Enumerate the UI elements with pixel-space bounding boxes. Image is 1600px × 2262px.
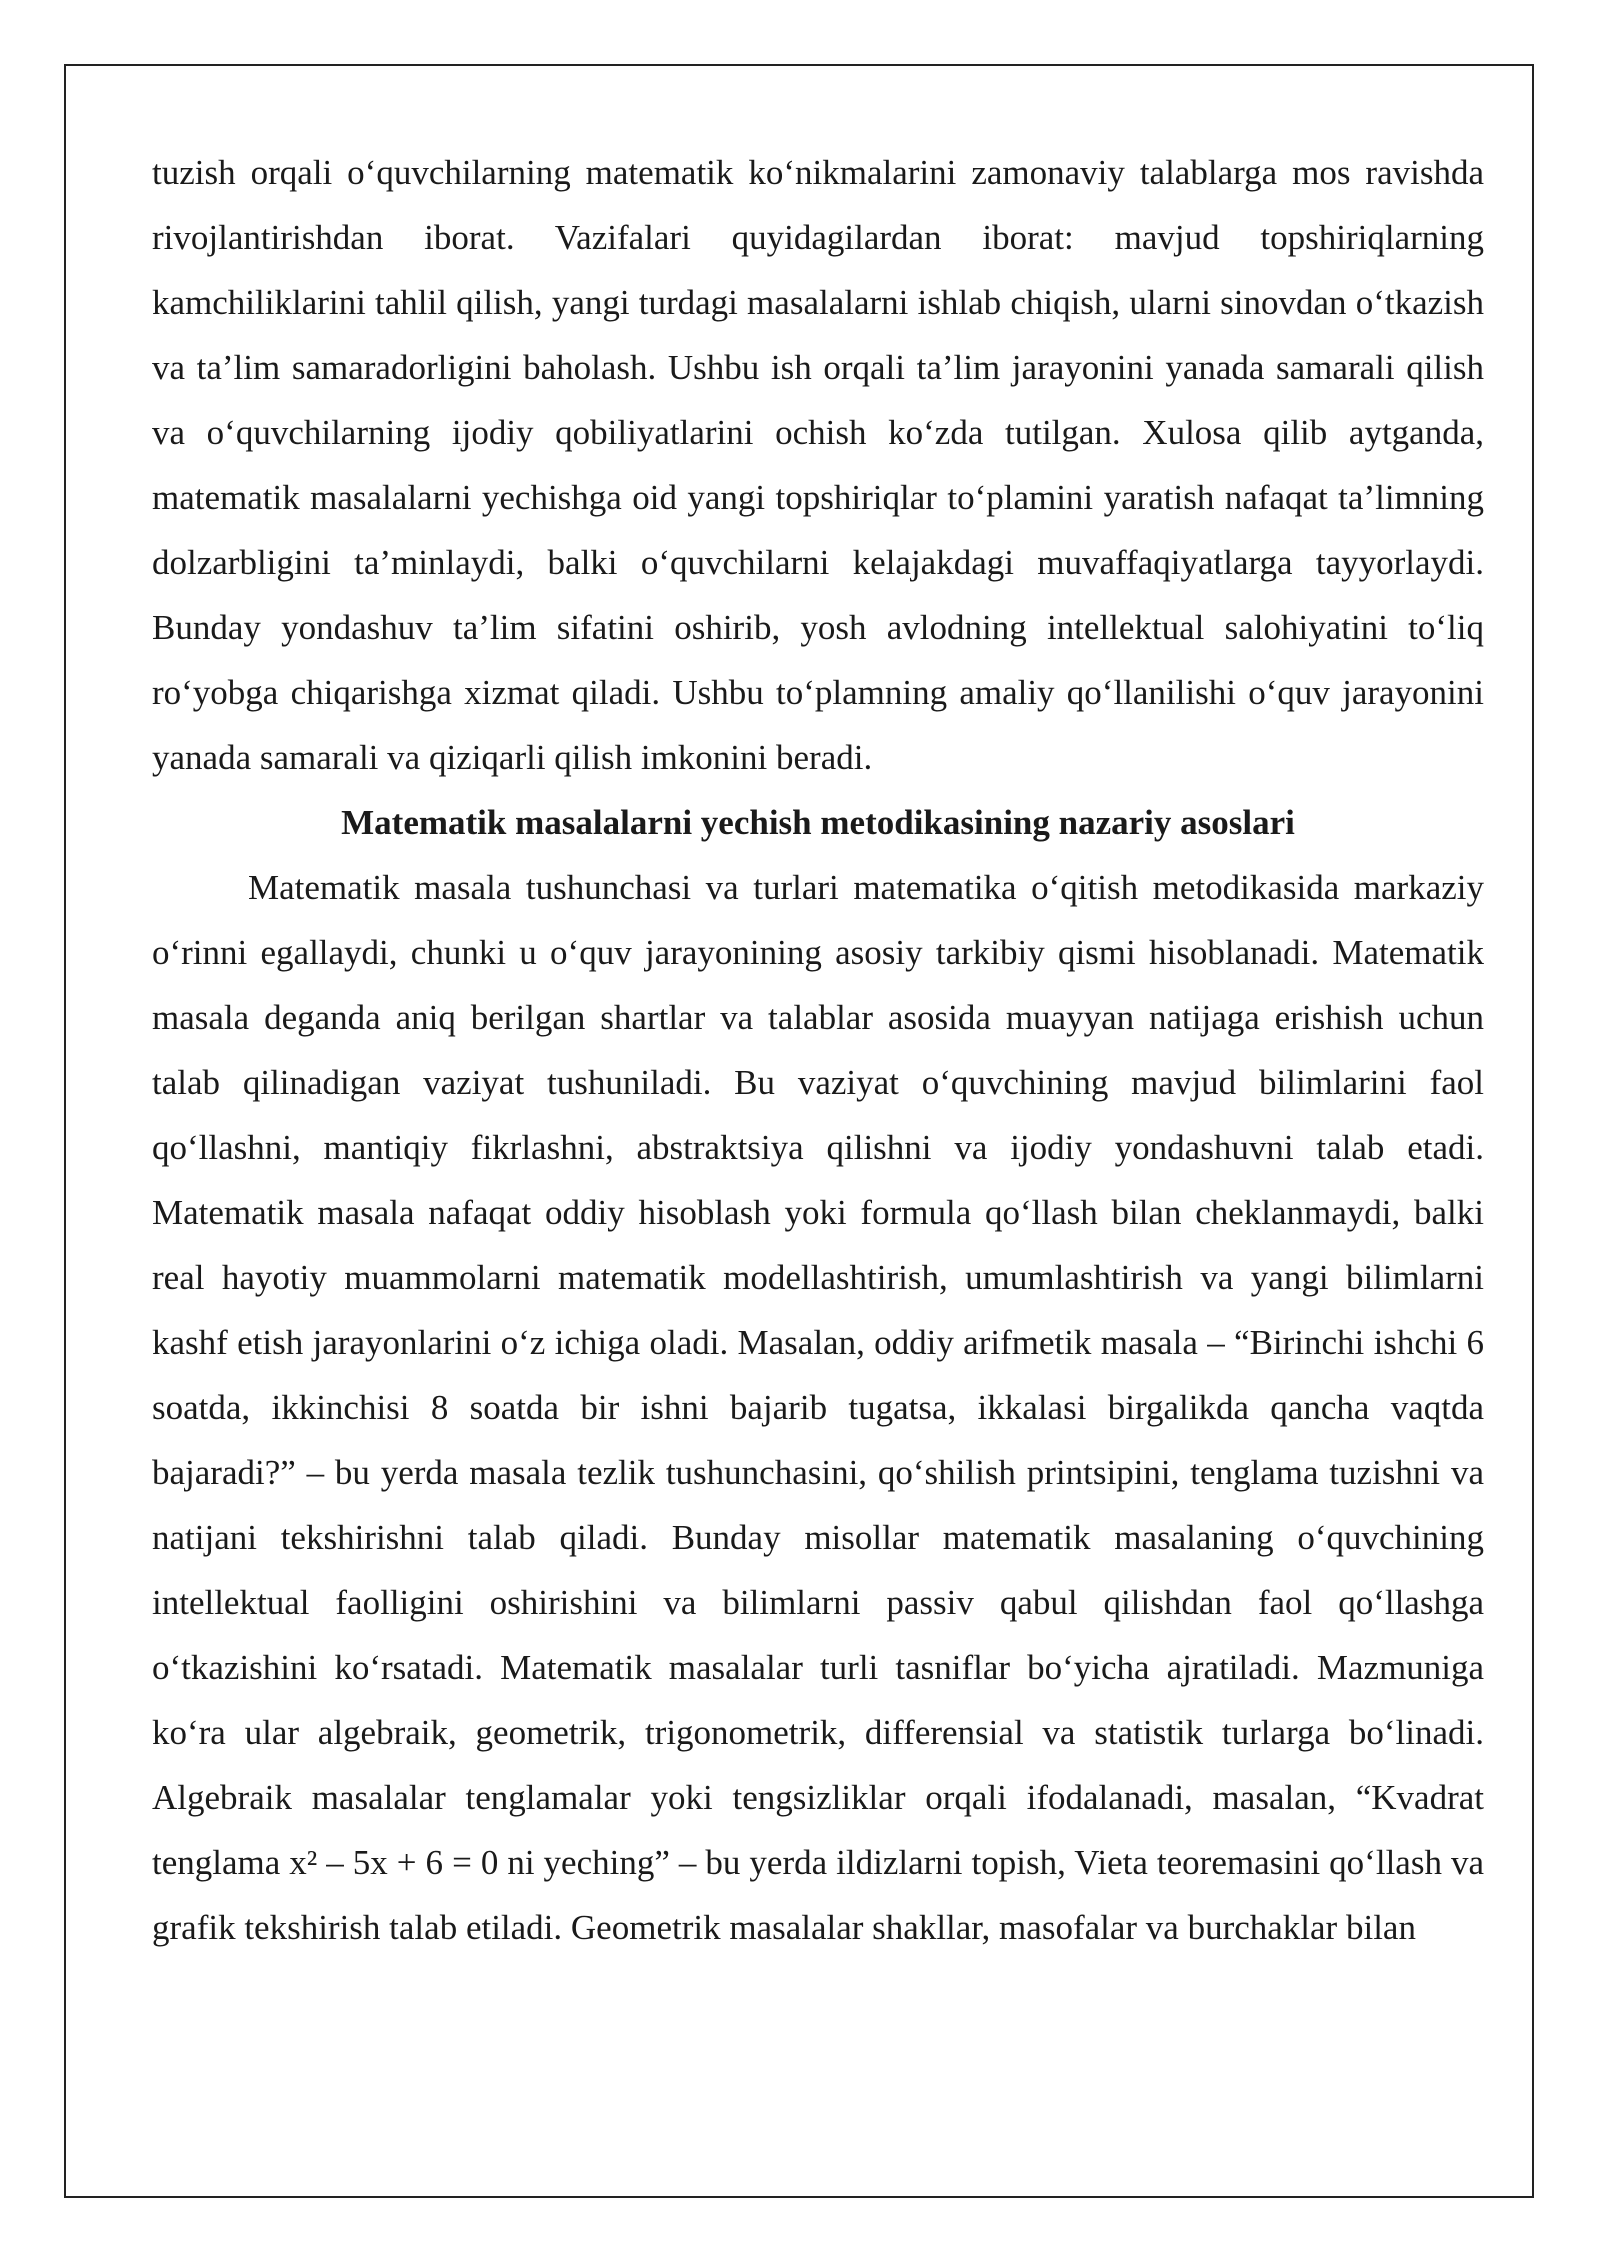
body-paragraph-1: tuzish orqali o‘quvchilarning matematik ko‘nikmalarini zamonaviy talablarga mos ravishda rivojlantirishdan iborat. Vazifalari quyidagilardan iborat: mavjud topshiriqlarning kamchiliklarini tahlil qilish, yangi turdagi masalalarni ishlab chiqish, ularni sinovdan o‘tkazish va ta’lim samaradorligini baholash. Ushbu ish orqali ta’lim jarayonini yanada samarali qilish va o‘quvchilarning ijodiy qobiliyatlarini ochish ko‘zda tutilgan. Xulosa qilib aytganda, matematik masalalarni yechishga oid yangi topshiriqlar to‘plamini yaratish nafaqat ta’limning dolzarbligini ta’minlaydi, balki o‘quvchilarni kelajakdagi muvaffaqiyatlarga tayyorlaydi. Bunday yondashuv ta’lim sifatini oshirib, yosh avlodning intellektual salohiyatini to‘liq ro‘yobga chiqarishga xizmat qiladi. Ushbu to‘plamning amaliy qo‘llanilishi o‘quv jarayonini yanada samarali va qiziqarli qilish imkonini beradi. [152, 153, 1484, 777]
section-heading: Matematik masalalarni yechish metodikasining nazariy asoslari [341, 803, 1295, 842]
body-paragraph-2: Matematik masala tushunchasi va turlari matematika o‘qitish metodikasida markaziy o‘rinni egallaydi, chunki u o‘quv jarayonining asosiy tarkibiy qismi hisoblanadi. Matematik masala deganda aniq berilgan shartlar va talablar asosida muayyan natijaga erishish uchun talab qilinadigan vaziyat tushuniladi. Bu vaziyat o‘quvchining mavjud bilimlarini faol qo‘llashni, mantiqiy fikrlashni, abstraktsiya qilishni va ijodiy yondashuvni talab etadi. Matematik masala nafaqat oddiy hisoblash yoki formula qo‘llash bilan cheklanmaydi, balki real hayotiy muammolarni matematik modellashtirish, umumlashtirish va yangi bilimlarni kashf etish jarayonlarini o‘z ichiga oladi. Masalan, oddiy arifmetik masala – “Birinchi ishchi 6 soatda, ikkinchisi 8 soatda bir ishni bajarib tugatsa, ikkalasi birgalikda qancha vaqtda bajaradi?” – bu yerda masala tezlik tushunchasini, qo‘shilish printsipini, tenglama tuzishni va natijani tekshirishni talab qiladi. Bunday misollar matematik masalaning o‘quvchining intellektual faolligini oshirishini va bilimlarni passiv qabul qilishdan faol qo‘llashga o‘tkazishini ko‘rsatadi. Matematik masalalar turli tasniflar bo‘yicha ajratiladi. Mazmuniga ko‘ra ular algebraik, geometrik, trigonometrik, differensial va statistik turlarga bo‘linadi. Algebraik masalalar tenglamalar yoki tengsizliklar orqali ifodalanadi, masalan, “Kvadrat tenglama x² – 5x + 6 = 0 ni yeching” – bu yerda ildizlarni topish, Vieta teoremasini qo‘llash va grafik tekshirish talab etiladi. Geometrik masalalar shakllar, masofalar va burchaklar bilan [152, 868, 1484, 1947]
document-body [152, 140, 1484, 1960]
